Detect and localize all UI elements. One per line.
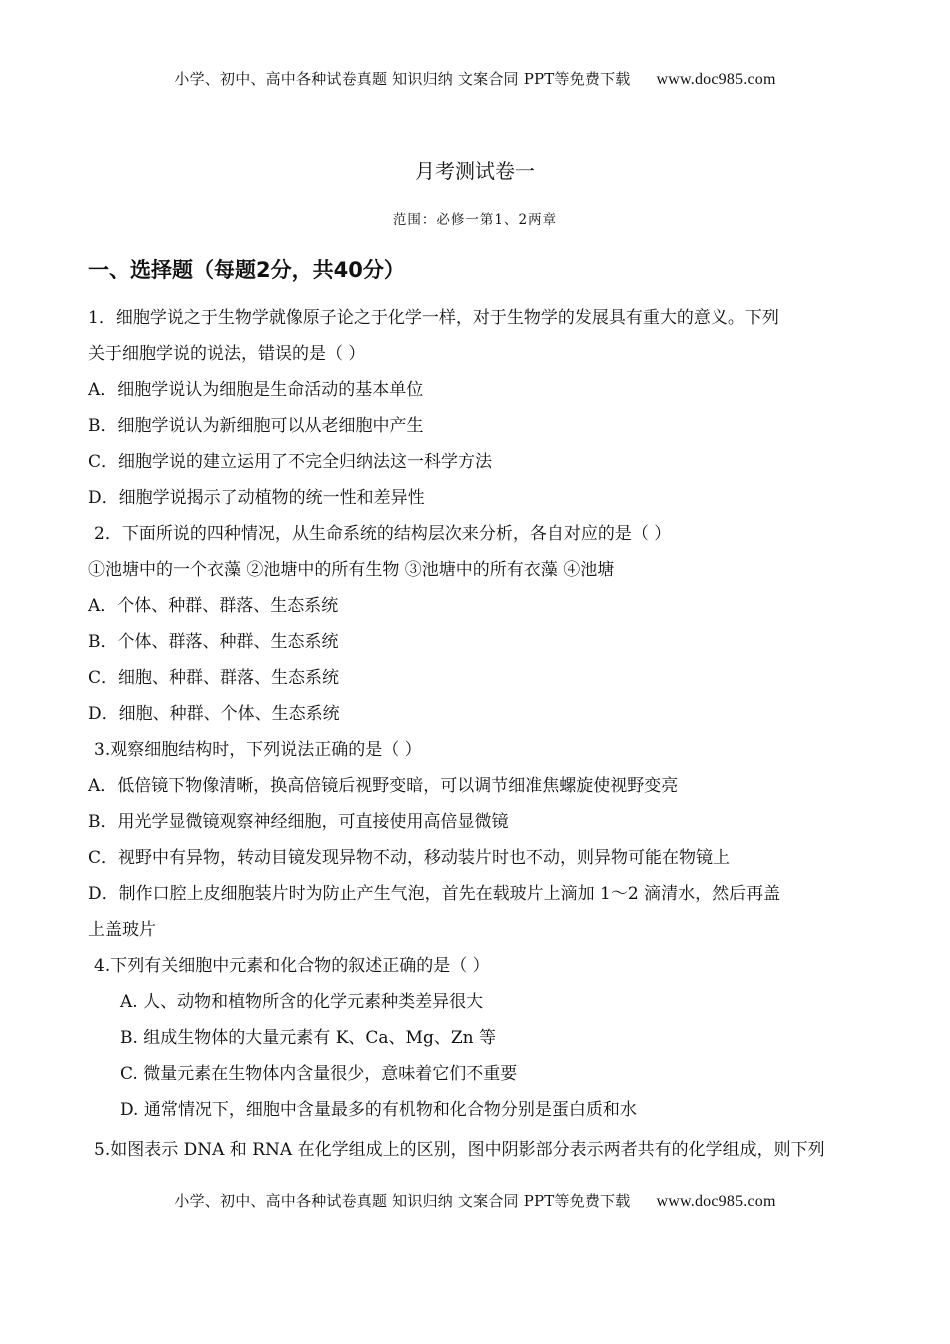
q3-option-c: C．视野中有异物，转动目镜发现异物不动，移动装片时也不动，则异物可能在物镜上 xyxy=(88,848,731,868)
q1-option-a: A．细胞学说认为细胞是生命活动的基本单位 xyxy=(88,380,424,400)
q3-option-b: B．用光学显微镜观察神经细胞，可直接使用高倍显微镜 xyxy=(88,812,509,832)
q2-option-a: A．个体、种群、群落、生态系统 xyxy=(88,596,339,616)
q2-option-c: C．细胞、种群、群落、生态系统 xyxy=(88,668,340,688)
q2-option-d: D．细胞、种群、个体、生态系统 xyxy=(88,704,340,724)
q4-option-c: C. 微量元素在生物体内含量很少，意味着它们不重要 xyxy=(120,1064,518,1084)
q1-option-c: C．细胞学说的建立运用了不完全归纳法这一科学方法 xyxy=(88,452,493,472)
q4-option-b: B. 组成生物体的大量元素有 K、Ca、Mg、Zn 等 xyxy=(120,1028,496,1048)
q3-option-a: A．低倍镜下物像清晰，换高倍镜后视野变暗，可以调节细准焦螺旋使视野变亮 xyxy=(88,776,679,796)
q1-option-d: D．细胞学说揭示了动植物的统一性和差异性 xyxy=(88,488,425,508)
section-heading: 一、选择题（每题2分，共40分） xyxy=(88,258,405,282)
q1-option-b: B．细胞学说认为新细胞可以从老细胞中产生 xyxy=(88,416,424,436)
q2-option-b: B．个体、群落、种群、生态系统 xyxy=(88,632,339,652)
q1-stem-line1: 1．细胞学说之于生物学就像原子论之于化学一样，对于生物学的发展具有重大的意义。下列 xyxy=(88,308,779,328)
exam-scope: 范围：必修一第1、2两章 xyxy=(392,212,558,228)
page-title: 月考测试卷一 xyxy=(415,159,535,183)
q4-stem: 4.下列有关细胞中元素和化合物的叙述正确的是（ ） xyxy=(94,956,490,976)
q4-option-a: A. 人、动物和植物所含的化学元素种类差异很大 xyxy=(120,992,484,1012)
q4-option-d: D. 通常情况下，细胞中含量最多的有机物和化合物分别是蛋白质和水 xyxy=(120,1100,637,1120)
footer-banner-text: 小学、初中、高中各种试卷真题 知识归纳 文案合同 PPT等免费下载 xyxy=(174,1192,631,1210)
q3-option-d-continued: 上盖玻片 xyxy=(88,920,156,940)
header-banner xyxy=(0,68,950,89)
header-banner-text: 小学、初中、高中各种试卷真题 知识归纳 文案合同 PPT等免费下载 xyxy=(174,70,631,88)
q3-stem: 3.观察细胞结构时，下列说法正确的是（ ） xyxy=(94,740,422,760)
header-site-link[interactable]: www.doc985.com xyxy=(656,71,776,88)
footer-site-link[interactable]: www.doc985.com xyxy=(656,1193,776,1210)
footer-banner xyxy=(0,1190,950,1211)
question-list xyxy=(88,300,868,1128)
q3-option-d: D．制作口腔上皮细胞装片时为防止产生气泡，首先在载玻片上滴加 1～2 滴清水，然后再盖 xyxy=(88,884,781,904)
q2-items: ①池塘中的一个衣藻 ②池塘中的所有生物 ③池塘中的所有衣藻 ④池塘 xyxy=(88,560,615,580)
q1-stem-line2: 关于细胞学说的说法，错误的是（ ） xyxy=(88,344,366,364)
q2-stem: 2．下面所说的四种情况，从生命系统的结构层次来分析，各自对应的是（ ） xyxy=(94,524,672,544)
q5-stem: 5.如图表示 DNA 和 RNA 在化学组成上的区别，图中阴影部分表示两者共有的化学组成，则下列 xyxy=(94,1140,825,1160)
